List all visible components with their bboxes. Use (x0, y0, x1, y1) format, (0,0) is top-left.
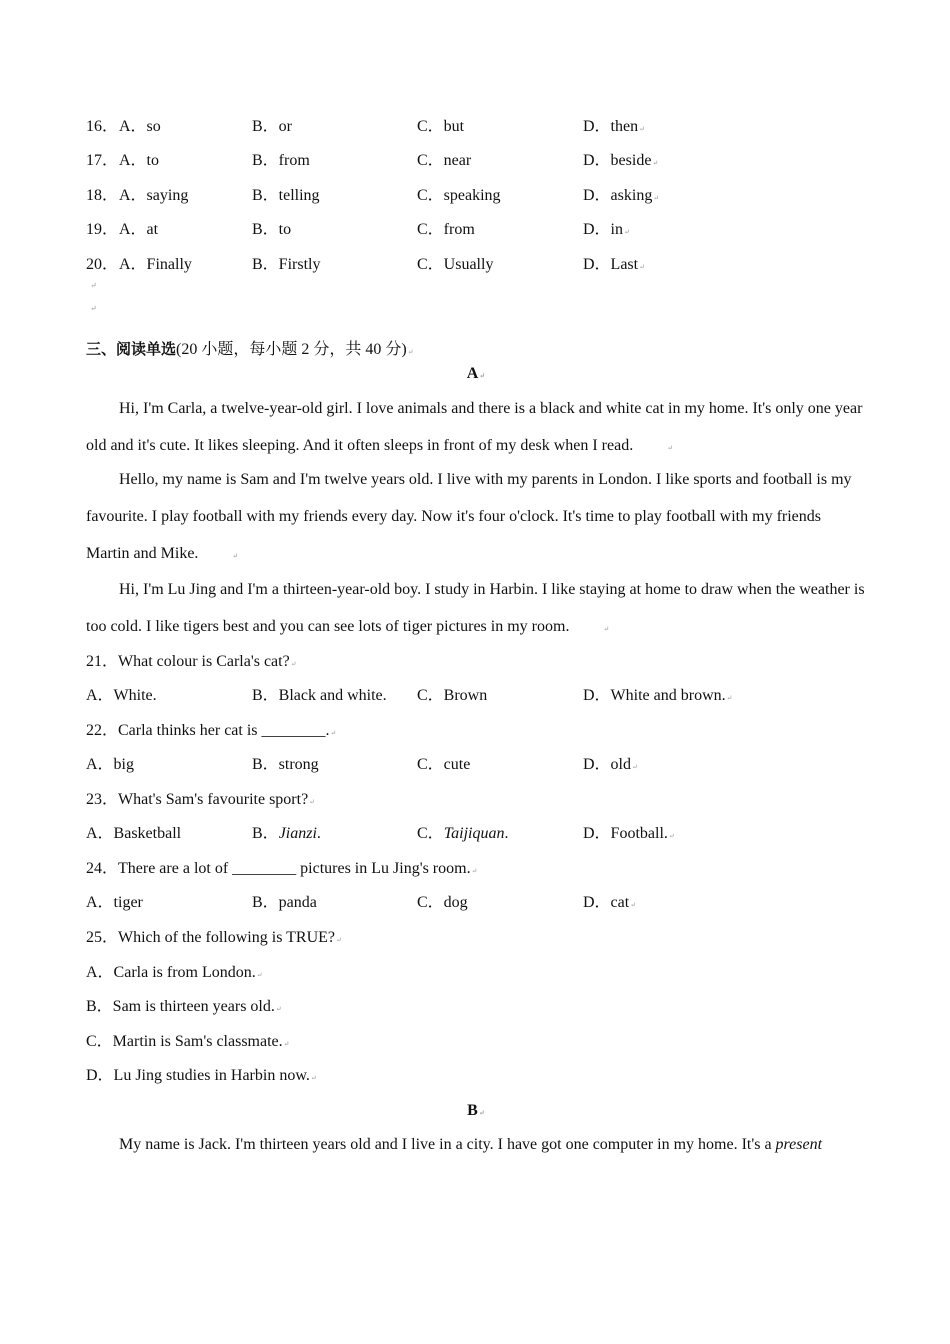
option-a: A．Basketball (86, 825, 182, 842)
paragraph-mark: ↵ (90, 304, 97, 313)
option-d: D．cat↵ (583, 892, 634, 914)
option-b: B．or (252, 118, 293, 135)
option-a: A．big (86, 756, 135, 773)
question-number: 18． (86, 187, 119, 204)
question-25-stem: 25．Which of the following is TRUE?↵ (86, 927, 340, 949)
option-d: D．Last↵ (583, 254, 643, 276)
option-a: A．to (119, 152, 160, 169)
option-b: B．strong (252, 756, 319, 773)
option-a: A．so (119, 118, 161, 135)
question-number: 19． (86, 221, 119, 238)
option-b: B．to (252, 221, 292, 238)
option-c: C．Usually (417, 256, 494, 273)
passage-b-paragraph-1: My name is Jack. I'm thirteen years old and I live in a city. I have got one computer in my home. It's a present (119, 1136, 823, 1153)
question-21-stem: 21．What colour is Carla's cat?↵ (86, 651, 295, 673)
section-note: (20 小题，每小题 2 分，共 40 分) (176, 341, 407, 358)
passage-a-heading: A↵ (0, 363, 950, 385)
option-c: C．but (417, 118, 465, 135)
question-24-stem: 24．There are a lot of ________ pictures in Lu Jing's room.↵ (86, 858, 476, 880)
option-d: D．asking↵ (583, 185, 657, 207)
option-d: D．Football.↵ (583, 823, 673, 845)
question-number: 16． (86, 118, 119, 135)
question-23-stem: 23．What's Sam's favourite sport?↵ (86, 789, 313, 811)
question-25-option-a: A．Carla is from London.↵ (86, 962, 261, 984)
option-b: B．Jianzi. (252, 825, 321, 842)
option-b: B．Black and white. (252, 687, 387, 704)
option-c: C．Taijiquan. (417, 825, 509, 842)
question-22-stem: 22．Carla thinks her cat is ________.↵ (86, 720, 335, 742)
section-title: 三、阅读单选 (86, 340, 177, 358)
option-c: C．speaking (417, 187, 501, 204)
section-heading (86, 338, 412, 361)
passage-b-heading: B↵ (0, 1100, 950, 1122)
option-a: A．Finally (119, 256, 192, 273)
question-number: 20． (86, 256, 119, 273)
passage-a-paragraph-1: Hi, I'm Carla, a twelve-year-old girl. I love animals and there is a black and white cat in my home. It's only one year old and it's cute. It likes sleeping. And it often sleeps in front of my desk when I read.↵ (86, 390, 866, 464)
question-25-option-d: D．Lu Jing studies in Harbin now.↵ (86, 1065, 315, 1087)
option-b: B．panda (252, 894, 317, 911)
option-a: A．White. (86, 687, 157, 704)
question-25-option-c: C．Martin is Sam's classmate.↵ (86, 1031, 288, 1053)
option-a: A．at (119, 221, 159, 238)
option-c: C．from (417, 221, 475, 238)
option-d: D．beside↵ (583, 150, 656, 172)
option-d: D．then↵ (583, 116, 643, 138)
option-c: C．Brown (417, 687, 488, 704)
paragraph-mark: ↵ (90, 281, 97, 290)
question-25-option-b: B．Sam is thirteen years old.↵ (86, 996, 280, 1018)
option-d: D．in↵ (583, 219, 628, 241)
option-c: C．cute (417, 756, 471, 773)
option-b: B．Firstly (252, 256, 321, 273)
option-a: A．saying (119, 187, 189, 204)
option-b: B．telling (252, 187, 320, 204)
passage-a-paragraph-2: Hello, my name is Sam and I'm twelve years old. I live with my parents in London. I like sports and football is my favourite. I play football with my friends every day. Now it's four o'clock. It's time to play football with my friends Martin and Mike.↵ (86, 461, 866, 572)
option-b: B．from (252, 152, 310, 169)
option-d: D．White and brown.↵ (583, 685, 731, 707)
option-a: A．tiger (86, 894, 143, 911)
option-d: D．old↵ (583, 754, 636, 776)
question-number: 17． (86, 152, 119, 169)
option-c: C．dog (417, 894, 468, 911)
option-c: C．near (417, 152, 472, 169)
passage-a-paragraph-3: Hi, I'm Lu Jing and I'm a thirteen-year-old boy. I study in Harbin. I like staying at home to draw when the weather is too cold. I like tigers best and you can see lots of tiger pictures in my room.↵ (86, 571, 866, 645)
